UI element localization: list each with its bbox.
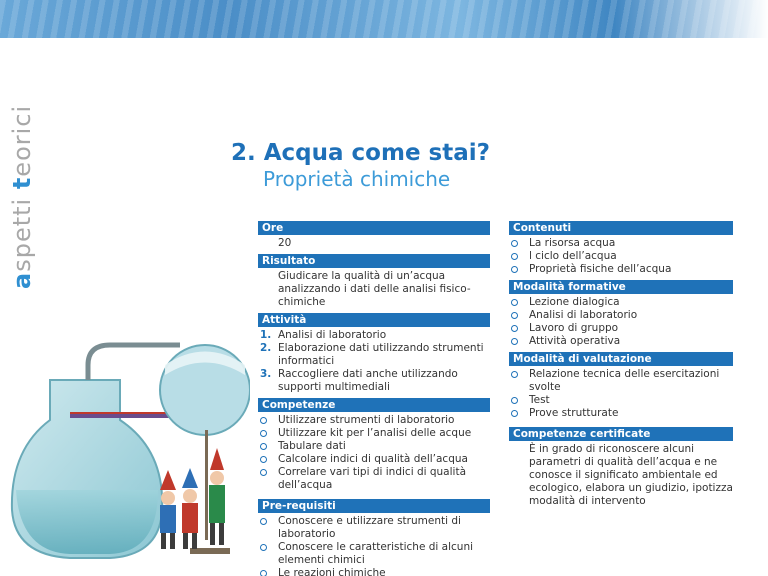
list-item: Calcolare indici di qualità dell’acqua bbox=[258, 453, 490, 466]
list-item: Analisi di laboratorio bbox=[509, 309, 733, 322]
right-column bbox=[509, 221, 733, 512]
prerequisiti-list bbox=[258, 515, 490, 576]
valutazione-header: Modalità di valutazione bbox=[509, 352, 733, 366]
list-item: Lezione dialogica bbox=[509, 296, 733, 309]
contenuti-list bbox=[509, 237, 733, 276]
competenze-header: Competenze bbox=[258, 398, 490, 412]
water-header-band bbox=[0, 0, 768, 38]
list-item: Tabulare dati bbox=[258, 440, 490, 453]
list-item: Conoscere e utilizzare strumenti di laboratorio bbox=[258, 515, 490, 541]
list-item: Relazione tecnica delle esercitazioni svolte bbox=[509, 368, 733, 394]
list-item: Conoscere le caratteristiche di alcuni elementi chimici bbox=[258, 541, 490, 567]
certificate-text: È in grado di riconoscere alcuni parametri di qualità dell’acqua e ne conosce il significato ambientale ed ecologico, elabora un giudizio, ipotizza modalità di intervento bbox=[529, 443, 733, 507]
list-item: Le reazioni chimiche bbox=[258, 567, 490, 576]
list-item: 3. Raccogliere dati anche utilizzando supporti multimediali bbox=[260, 368, 458, 393]
list-item: La risorsa acqua bbox=[509, 237, 733, 250]
ore-header: Ore bbox=[258, 221, 490, 235]
list-item: Utilizzare kit per l’analisi delle acque bbox=[258, 427, 490, 440]
ore-value: 20 bbox=[278, 237, 292, 249]
gnome-figures bbox=[160, 448, 225, 549]
left-column bbox=[258, 221, 490, 576]
lab-flask-illustration bbox=[0, 320, 250, 576]
list-item: 1. Analisi di laboratorio bbox=[260, 329, 387, 341]
section-side-label: aspetti teorici bbox=[8, 104, 36, 289]
formative-header: Modalità formative bbox=[509, 280, 733, 294]
risultato-header: Risultato bbox=[258, 254, 490, 268]
list-item: Proprietà fisiche dell’acqua bbox=[509, 263, 733, 276]
valutazione-list bbox=[509, 368, 733, 420]
list-item: Correlare vari tipi di indici di qualità dell’acqua bbox=[258, 466, 490, 492]
competenze-list bbox=[258, 414, 490, 492]
prerequisiti-header: Pre-requisiti bbox=[258, 499, 490, 513]
formative-list bbox=[509, 296, 733, 348]
list-item: Prove strutturate bbox=[509, 407, 733, 420]
list-item: Lavoro di gruppo bbox=[509, 322, 733, 335]
page-title: 2. Acqua come stai? bbox=[231, 140, 490, 166]
attivita-list bbox=[258, 329, 490, 394]
list-item: l ciclo dell’acqua bbox=[509, 250, 733, 263]
certificate-header: Competenze certificate bbox=[509, 427, 733, 441]
list-item: Utilizzare strumenti di laboratorio bbox=[258, 414, 490, 427]
list-item: 2. Elaborazione dati utilizzando strumenti informatici bbox=[260, 342, 484, 367]
list-item: Attività operativa bbox=[509, 335, 733, 348]
list-item: Test bbox=[509, 394, 733, 407]
risultato-text: Giudicare la qualità di un’acqua analizzando i dati delle analisi fisico-chimiche bbox=[278, 270, 471, 308]
attivita-header: Attività bbox=[258, 313, 490, 327]
contenuti-header: Contenuti bbox=[509, 221, 733, 235]
page-subtitle: Proprietà chimiche bbox=[263, 167, 451, 191]
